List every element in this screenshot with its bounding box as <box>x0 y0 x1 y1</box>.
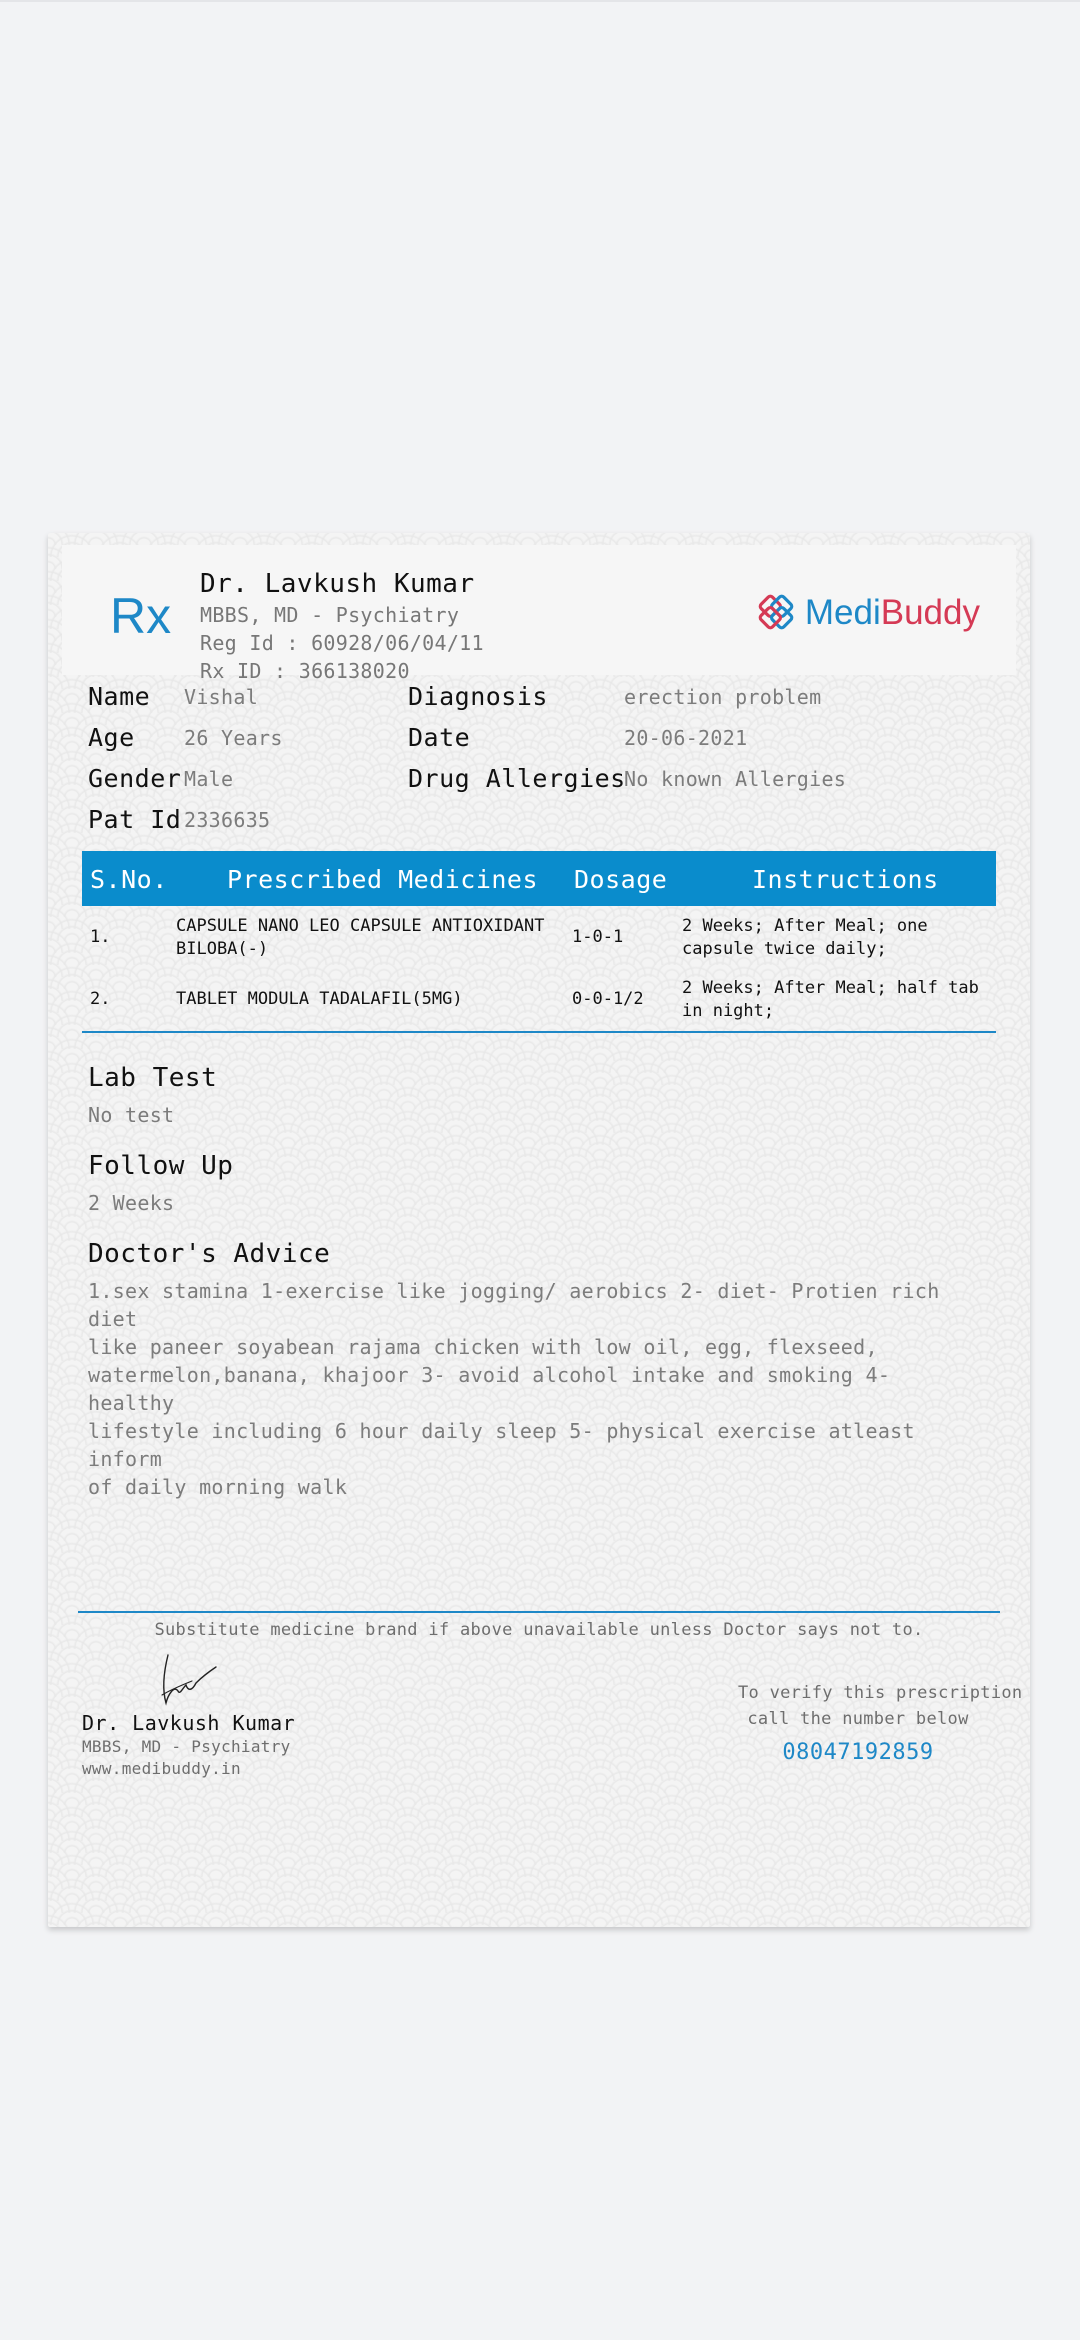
row-medicine-line: BILOBA(-) <box>176 938 269 959</box>
row-dosage: 1-0-1 <box>572 927 624 947</box>
allergies-value: No known Allergies <box>624 767 847 791</box>
name-value: Vishal <box>184 685 259 709</box>
pat-id-value: 2336635 <box>184 808 271 832</box>
pat-id-label: Pat Id <box>88 805 182 834</box>
advice-line: 1.sex stamina 1-exercise like jogging/ aerobics 2- diet- Protien rich diet <box>88 1279 940 1331</box>
prescription-header <box>62 545 1016 683</box>
col-sno: S.No. <box>90 865 168 894</box>
row-instructions <box>682 915 992 961</box>
doctor-signature <box>158 1651 222 1709</box>
advice-line: watermelon,banana, khajoor 3- avoid alcohol intake and smoking 4- healthy <box>88 1363 891 1415</box>
footer-doctor-name: Dr. Lavkush Kumar <box>82 1711 296 1735</box>
brand-name-medi: Medi <box>804 592 881 632</box>
prescription-sheet <box>48 533 1030 1927</box>
doctor-name: Dr. Lavkush Kumar <box>200 569 475 599</box>
age-value: 26 Years <box>184 726 283 750</box>
doctor-qualification: MBBS, MD - Psychiatry <box>200 603 460 627</box>
verify-phone-link[interactable]: 08047192859 <box>782 1740 934 1765</box>
age-label: Age <box>88 723 135 752</box>
row-instructions-line: 2 Weeks; After Meal; one <box>682 916 928 936</box>
row-medicine: TABLET MODULA TADALAFIL(5MG) <box>176 989 463 1009</box>
brand-name <box>804 592 980 632</box>
advice-title: Doctor's Advice <box>88 1239 331 1269</box>
footer-doctor-qualification: MBBS, MD - Psychiatry <box>82 1737 291 1756</box>
medibuddy-knot-icon <box>753 589 799 635</box>
verify-line-1: To verify this prescription <box>738 1683 1023 1703</box>
substitute-note: Substitute medicine brand if above unavailable unless Doctor says not to. <box>154 1620 924 1640</box>
row-dosage: 0-0-1/2 <box>572 989 644 1009</box>
medibuddy-logo <box>753 589 980 635</box>
col-medicines: Prescribed Medicines <box>227 865 539 894</box>
status-bar-divider <box>0 0 1080 2</box>
advice-line: like paneer soyabean rajama chicken with low oil, egg, flexseed, <box>88 1335 878 1359</box>
rx-symbol: Rx <box>110 588 172 644</box>
col-dosage: Dosage <box>574 865 668 894</box>
row-sno: 2. <box>90 989 111 1009</box>
brand-name-buddy: Buddy <box>880 592 980 632</box>
footer-website: www.medibuddy.in <box>82 1759 241 1778</box>
follow-up-title: Follow Up <box>88 1151 234 1181</box>
advice-line: lifestyle including 6 hour daily sleep 5- physical exercise atleast inform <box>88 1419 915 1471</box>
diagnosis-label: Diagnosis <box>408 682 548 711</box>
row-instructions-line: 2 Weeks; After Meal; half tab <box>682 978 979 998</box>
row-medicine <box>176 915 556 961</box>
doctor-reg-id: Reg Id : 60928/06/04/11 <box>200 631 484 655</box>
date-value: 20-06-2021 <box>624 726 748 750</box>
row-instructions-line: capsule twice daily; <box>682 938 887 959</box>
rx-id: Rx ID : 366138020 <box>200 659 410 683</box>
advice-line: of daily morning walk <box>88 1475 348 1499</box>
lab-test-title: Lab Test <box>88 1063 218 1093</box>
date-label: Date <box>408 723 471 752</box>
row-sno: 1. <box>90 927 111 947</box>
name-label: Name <box>88 682 151 711</box>
row-instructions-line: in night; <box>682 1000 775 1021</box>
diagnosis-value: erection problem <box>624 685 822 709</box>
row-instructions <box>682 977 992 1023</box>
gender-value: Male <box>184 767 234 791</box>
col-instructions: Instructions <box>752 865 939 894</box>
footer-divider <box>78 1611 1000 1613</box>
follow-up-value: 2 Weeks <box>88 1191 175 1215</box>
medicines-table-header <box>82 851 996 906</box>
row-medicine-line: CAPSULE NANO LEO CAPSULE ANTIOXIDANT <box>176 916 545 936</box>
gender-label: Gender <box>88 764 182 793</box>
verify-line-2: call the number below <box>747 1709 969 1729</box>
allergies-label: Drug Allergies <box>408 764 626 793</box>
advice-text <box>88 1277 988 1501</box>
lab-test-value: No test <box>88 1103 175 1127</box>
table-divider <box>82 1031 996 1033</box>
